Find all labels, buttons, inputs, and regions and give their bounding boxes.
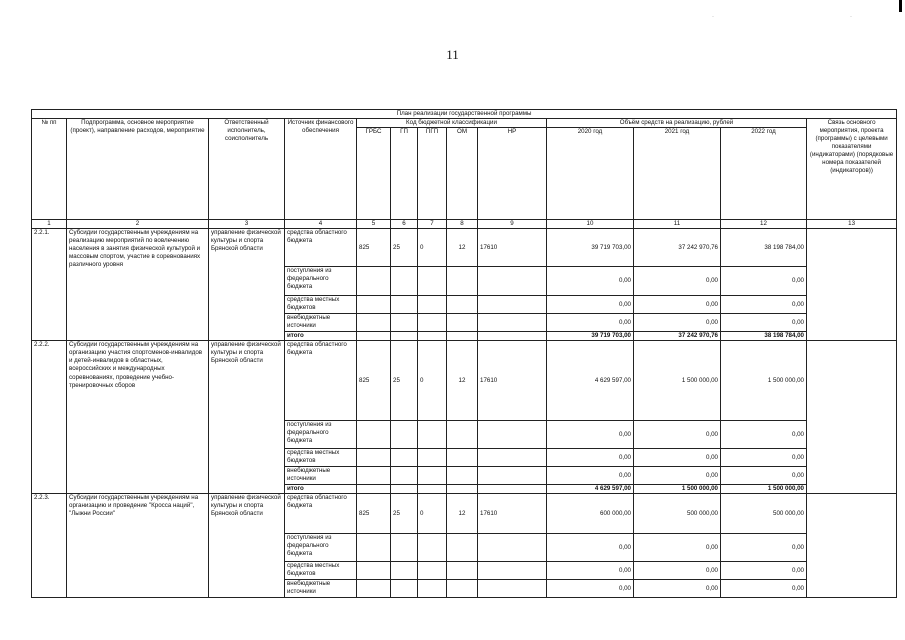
col-number: 4 [285, 220, 357, 229]
code-gp: 25 [391, 341, 418, 421]
value-2022: 38 198 784,00 [721, 229, 807, 267]
code-nr: 17610 [478, 341, 547, 421]
header-source: Источник финансового обеспечения [285, 119, 357, 220]
value-2020: 0,00 [547, 580, 634, 598]
value-2022: 0,00 [721, 562, 807, 580]
header-budget-code: Код бюджетной классификации [357, 119, 547, 128]
header-2022: 2022 год [721, 128, 807, 220]
value-2021: 0,00 [634, 267, 721, 296]
value-2022: 0,00 [721, 296, 807, 314]
page-number: 11 [446, 47, 459, 62]
item-link [807, 341, 897, 494]
source-federal: поступления из федерального бюджета [285, 534, 357, 562]
value-2022: 0,00 [721, 421, 807, 449]
item-responsible: управление физической культуры и спорта Брянской области [209, 229, 285, 341]
code-pgp: 0 [418, 494, 447, 534]
total-2021: 1 500 000,00 [634, 485, 721, 494]
col-number: 5 [357, 220, 391, 229]
value-2020: 4 629 597,00 [547, 341, 634, 421]
value-2021: 0,00 [634, 296, 721, 314]
value-2022: 1 500 000,00 [721, 341, 807, 421]
value-2020: 0,00 [547, 296, 634, 314]
total-2020: 39 719 703,00 [547, 332, 634, 341]
value-2022: 0,00 [721, 580, 807, 598]
value-2022: 0,00 [721, 534, 807, 562]
scan-dots: · [850, 14, 852, 20]
source-extra: внебюджетные источники [285, 467, 357, 485]
value-2020: 0,00 [547, 467, 634, 485]
col-number: 13 [807, 220, 897, 229]
col-number: 12 [721, 220, 807, 229]
code-gp: 25 [391, 494, 418, 534]
header-row-1 [32, 119, 897, 128]
header-nr: НР [478, 128, 547, 220]
code-om: 12 [447, 494, 478, 534]
col-number: 8 [447, 220, 478, 229]
value-2021: 500 000,00 [634, 494, 721, 534]
item-name: Субсидии государственным учреждениям на организацию участия спортсменов-инвалидов и детей-инвалидов в областных, всероссийских и международных соревнованиях, проведение учебно-тренировочных сборов [67, 341, 209, 494]
value-2021: 0,00 [634, 314, 721, 332]
item-num: 2.2.3. [32, 494, 67, 598]
value-2021: 0,00 [634, 467, 721, 485]
col-number: 10 [547, 220, 634, 229]
col-number: 9 [478, 220, 547, 229]
item-link [807, 229, 897, 341]
value-2020: 0,00 [547, 449, 634, 467]
header-grbs: ГРБС [357, 128, 391, 220]
source-total: итого [285, 485, 357, 494]
item-num: 2.2.2. [32, 341, 67, 494]
total-2020: 4 629 597,00 [547, 485, 634, 494]
value-2022: 0,00 [721, 467, 807, 485]
total-2022: 1 500 000,00 [721, 485, 807, 494]
code-om: 12 [447, 341, 478, 421]
header-num: № пп [32, 119, 67, 220]
item-name: Субсидии государственным учреждениям на организацию и проведение "Кросса наций", "Лыжни России" [67, 494, 209, 598]
col-number: 7 [418, 220, 447, 229]
header-volume: Объём средств на реализацию, рублей [547, 119, 807, 128]
table-body [32, 110, 897, 598]
code-nr: 17610 [478, 229, 547, 267]
code-pgp: 0 [418, 341, 447, 421]
header-2020: 2020 год [547, 128, 634, 220]
source-local: средства местных бюджетов [285, 449, 357, 467]
header-responsible: Ответственный исполнитель, соисполнитель [209, 119, 285, 220]
code-gp: 25 [391, 229, 418, 267]
value-2020: 0,00 [547, 267, 634, 296]
value-2020: 600 000,00 [547, 494, 634, 534]
value-2021: 0,00 [634, 421, 721, 449]
col-number: 3 [209, 220, 285, 229]
value-2021: 0,00 [634, 580, 721, 598]
source-federal: поступления из федерального бюджета [285, 267, 357, 296]
value-2020: 0,00 [547, 562, 634, 580]
column-number-row [32, 220, 897, 229]
value-2022: 0,00 [721, 449, 807, 467]
value-2022: 0,00 [721, 267, 807, 296]
header-om: ОМ [447, 128, 478, 220]
value-2021: 1 500 000,00 [634, 341, 721, 421]
code-grbs: 825 [357, 229, 391, 267]
source-extra: внебюджетные источники [285, 314, 357, 332]
header-link: Связь основного мероприятия, проекта (программы) с целевыми показателями (индикаторами) (порядковые номера показателей (индикаторов)) [807, 119, 897, 220]
source-local: средства местных бюджетов [285, 562, 357, 580]
value-2021: 0,00 [634, 562, 721, 580]
table-title: План реализации государственной программы [32, 110, 897, 119]
item-num: 2.2.1. [32, 229, 67, 341]
table-row [32, 341, 897, 421]
value-2022: 0,00 [721, 314, 807, 332]
item-link [807, 494, 897, 598]
value-2020: 0,00 [547, 421, 634, 449]
header-pgp: ПГП [418, 128, 447, 220]
table-row [32, 229, 897, 267]
code-grbs: 825 [357, 341, 391, 421]
value-2021: 37 242 970,76 [634, 229, 721, 267]
header-subprogram: Подпрограмма, основное мероприятие (проект), направление расходов, мероприятие [67, 119, 209, 220]
value-2021: 0,00 [634, 534, 721, 562]
source-local: средства местных бюджетов [285, 296, 357, 314]
header-gp: ГП [391, 128, 418, 220]
source-federal: поступления из федерального бюджета [285, 421, 357, 449]
source-total: итого [285, 332, 357, 341]
code-pgp: 0 [418, 229, 447, 267]
value-2021: 0,00 [634, 449, 721, 467]
value-2022: 500 000,00 [721, 494, 807, 534]
total-2021: 37 242 970,76 [634, 332, 721, 341]
source-regional: средства областного бюджета [285, 341, 357, 421]
code-grbs: 825 [357, 494, 391, 534]
value-2020: 39 719 703,00 [547, 229, 634, 267]
page-edge-mark [899, 0, 902, 12]
item-responsible: управление физической культуры и спорта Брянской области [209, 494, 285, 598]
item-responsible: управление физической культуры и спорта Брянской области [209, 341, 285, 494]
program-plan-table [31, 109, 897, 598]
col-number: 1 [32, 220, 67, 229]
value-2020: 0,00 [547, 534, 634, 562]
col-number: 6 [391, 220, 418, 229]
col-number: 2 [67, 220, 209, 229]
col-number: 11 [634, 220, 721, 229]
item-name: Субсидии государственным учреждениям на реализацию мероприятий по вовлечению населения в занятия физической культурой и массовым спортом, участие в соревнованиях различного уровня [67, 229, 209, 341]
source-regional: средства областного бюджета [285, 229, 357, 267]
source-extra: внебюджетные источники [285, 580, 357, 598]
header-2021: 2021 год [634, 128, 721, 220]
scan-dots: · [712, 14, 714, 20]
source-regional: средства областного бюджета [285, 494, 357, 534]
table-title-row [32, 110, 897, 119]
total-2022: 38 198 784,00 [721, 332, 807, 341]
value-2020: 0,00 [547, 314, 634, 332]
code-nr: 17610 [478, 494, 547, 534]
table-row [32, 494, 897, 534]
code-om: 12 [447, 229, 478, 267]
